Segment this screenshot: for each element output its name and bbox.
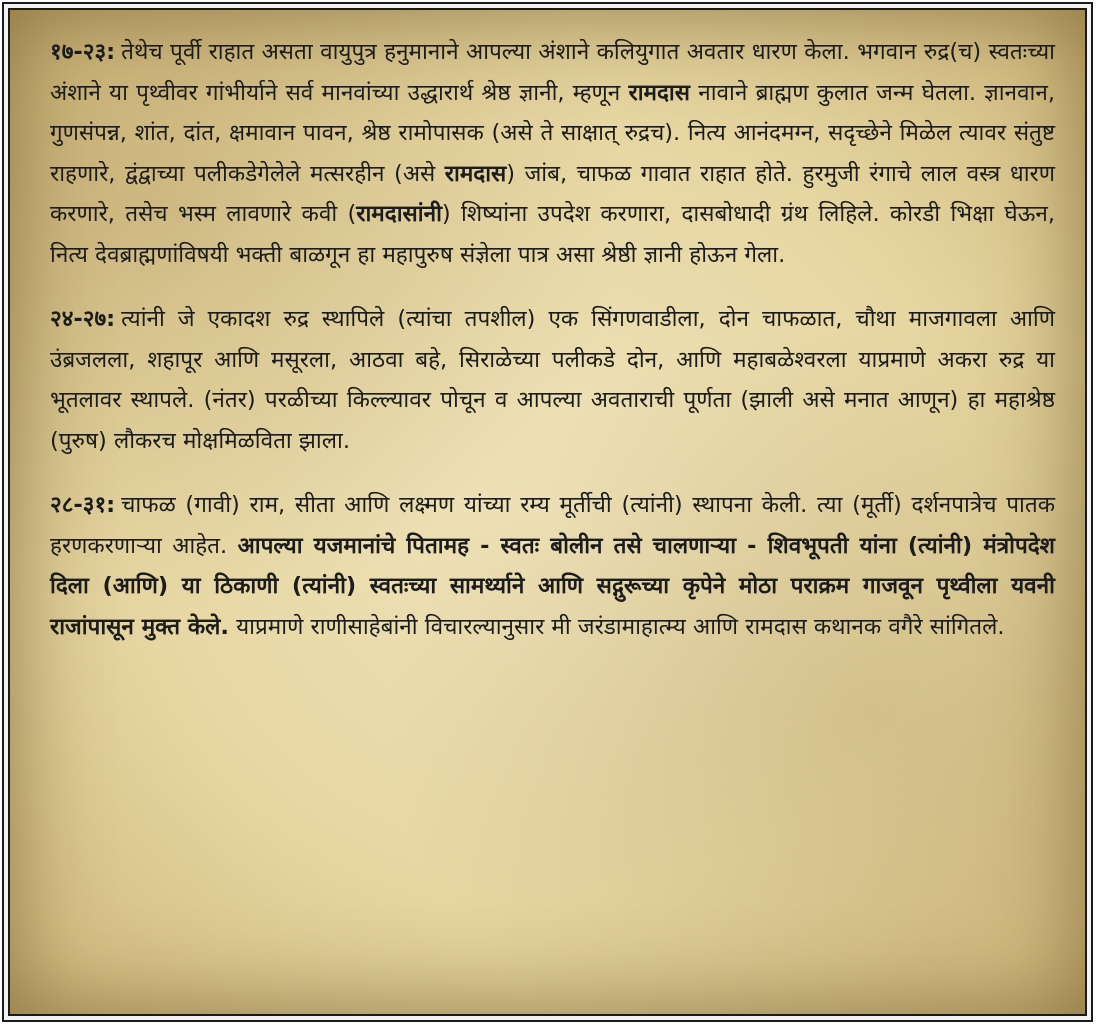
verse-paragraph: [50, 299, 1055, 461]
bold-text-segment: रामदासांनी: [356, 201, 442, 227]
verse-number: १७-२३:: [50, 39, 116, 65]
text-segment: याप्रमाणे राणीसाहेबांनी विचारल्यानुसार मी जरंडामाहात्म्य आणि रामदास कथानक वगैरे सांगितले.: [228, 613, 1005, 640]
verse-paragraph: [50, 485, 1055, 647]
bold-text-segment: रामदास: [444, 160, 507, 187]
text-segment: तेथेच पूर्वी राहात असता वायुपुत्र हनुमानाने आपल्या अंशाने कलियुगात अवतार धारण केला. भगवान रुद्र(च) स्वतःच्या अंशाने या पृथ्वीवर गांभीर्याने सर्व मानवांच्या उद्धारार्थ श्रेष्ठ ज्ञानी, म्हणून: [50, 39, 1055, 106]
verse-paragraph: [50, 32, 1055, 275]
bold-text-segment: आपल्या यजमानांचे पितामह - स्वतः बोलीन तसे चालणाऱ्या - शिवभूपती यांना (त्यांनी) मंत्रोपदेश दिला (आणि) या ठिकाणी (त्यांनी) स्वतःच्या सामर्थ्याने आणि सद्गुरूच्या कृपेने मोठा पराक्रम गाजवून पृथ्वीला यवनी राजांपासून मुक्त केले.: [50, 532, 1055, 640]
bold-text-segment: रामदास: [628, 79, 690, 106]
translation-text: [50, 32, 1055, 671]
verse-number: २४-२७:: [50, 306, 116, 332]
verse-number: २८-३१:: [50, 492, 116, 518]
text-segment: नावाने ब्राह्मण कुलात जन्म घेतला. ज्ञानवान, गुणसंपन्न, शांत, दांत, क्षमावान पावन, श्रेष्ठ रामोपासक (असे ते साक्षात् रुद्रच). नित्य आनंदमग्न, सदृच्छेने मिळेल त्यावर संतुष्ट राहणारे, द्वंद्वाच्या पलीकडेगेलेले मत्सरहीन (असे: [50, 79, 1055, 187]
text-segment: ) जांब, चाफळ गावात राहात होते. हुरमुजी रंगाचे लाल वस्त्र धारण करणारे, तसेच भस्म लावणारे कवी (: [50, 160, 1055, 227]
text-segment: त्यांनी जे एकादश रुद्र स्थापिले (त्यांचा तपशील) एक सिंगणवाडीला, दोन चाफळात, चौथा माजगावला आणि उंब्रजलला, शहापूर आणि मसूरला, आठवा बहे, सिराळेच्या पलीकडे दोन, आणि महाबळेश्वरला याप्रमाणे अकरा रुद्र या भूतलावर स्थापले. (नंतर) परळीच्या किल्ल्यावर पोचून व आपल्या अवताराची पूर्णता (झाली असे मनात आणून) हा महाश्रेष्ठ (पुरुष) लौकरच मोक्षमिळविता झाला.: [50, 306, 1055, 454]
parchment-frame: [8, 8, 1087, 1016]
text-segment: चाफळ (गावी) राम, सीता आणि लक्ष्मण यांच्या रम्य मूर्तीची (त्यांनी) स्थापना केली. त्या (मूर्ती) दर्शनपात्रेच पातक हरणकरणाऱ्या आहेत.: [50, 492, 1055, 559]
text-segment: ) शिष्यांना उपदेश करणारा, दासबोधादी ग्रंथ लिहिले. कोरडी भिक्षा घेऊन, नित्य देवब्राह्मणांविषयी भक्ती बाळगून हा महापुरुष संज्ञेला पात्र असा श्रेष्ठी ज्ञानी होऊन गेला.: [50, 201, 1055, 268]
